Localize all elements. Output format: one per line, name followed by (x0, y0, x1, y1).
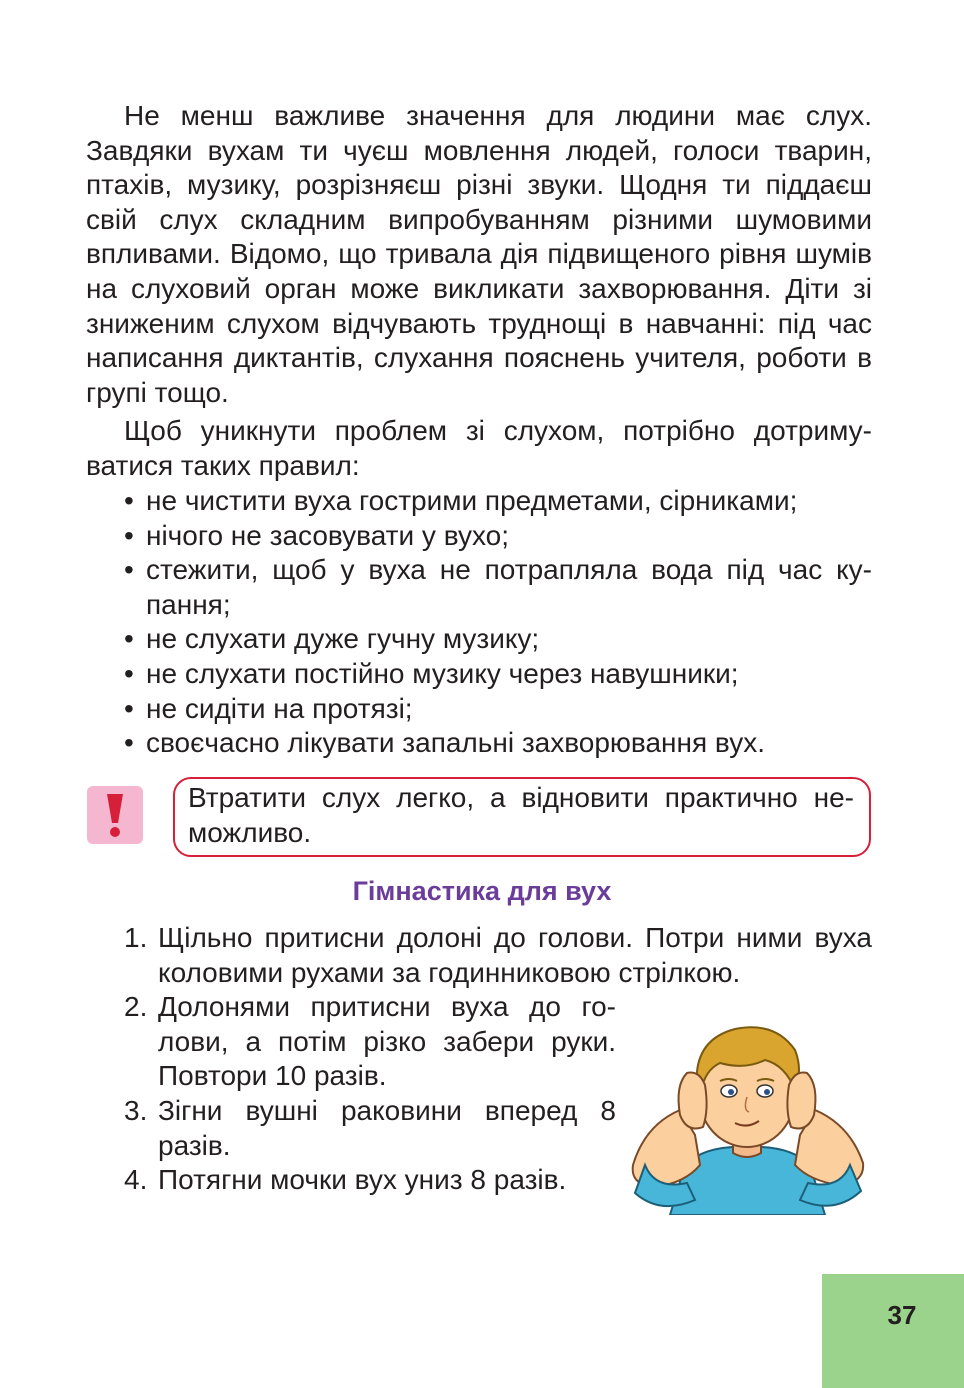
exercise-number: 4. (124, 1164, 148, 1196)
exercise-number: 3. (124, 1094, 148, 1126)
exercise-number: 1. (124, 922, 148, 953)
exercise-text: Потягни мочки вух униз 8 разів. (158, 1164, 567, 1196)
rule-item: • стежити, щоб у вуха не потрапляла вода під час купання; (124, 553, 884, 622)
page-number: 37 (887, 1300, 917, 1330)
rule-item: • не сидіти на протязі; (124, 692, 884, 727)
exercise-text: Долонями притисни вуха до голови, а потім різко забери руки. Повтори 10 разів. (158, 991, 616, 1092)
rule-item: • нічого не засовувати у вухо; (124, 519, 884, 554)
exclamation-icon (87, 786, 143, 844)
section-title (0, 873, 964, 909)
exercise-item (124, 921, 872, 990)
rule-item: • не чистити вуха гострими предметами, сірниками; (124, 484, 884, 519)
exercise-item (124, 1094, 616, 1163)
exercise-text: Зігни вушні раковини вперед 8 разів. (158, 1094, 616, 1161)
ear-care-rules-list (124, 484, 884, 761)
page-number-tab (822, 1274, 964, 1388)
exercise-item (124, 990, 616, 1094)
rule-item: • не слухати дуже гучну музику; (124, 622, 884, 657)
boy-covering-ears-illustration (625, 1015, 870, 1215)
rule-item: • не слухати постійно музику через навушники; (124, 657, 884, 692)
rules-intro-paragraph: Щоб уникнути проблем зі слухом, потрібно дотримуватися таких правил: (86, 415, 872, 481)
section-title-text: Гімнастика для вух (352, 876, 612, 906)
exercise-item (124, 1163, 678, 1198)
warning-note-text: Втратити слух легко, а відновити практично неможливо. (188, 782, 854, 848)
rule-item: • своєчасно лікувати запальні захворювання вух. (124, 726, 884, 761)
exercise-text: Щільно притисни долоні до голови. Потри ними вуха коловими рухами за годинниковою стрілкою. (158, 922, 872, 988)
intro-paragraph: Не менш важливе значення для людини має слух. Завдяки вухам ти чуєш мовлення людей, голоси тварин, птахів, музику, розрізняєш різні звуки. Щодня ти піддаєш свій слух складним випробуванням різними шумовими впливами. Відомо, що тривала дія підвищеного рівня шумів на слуховий орган може викликати захворювання. Діти зі зниженим слухом відчувають труднощі в навчанні: під час написання диктантів, слухання пояснень учителя, роботи в групі тощо. (86, 100, 872, 408)
exercise-number: 2. (124, 991, 148, 1023)
